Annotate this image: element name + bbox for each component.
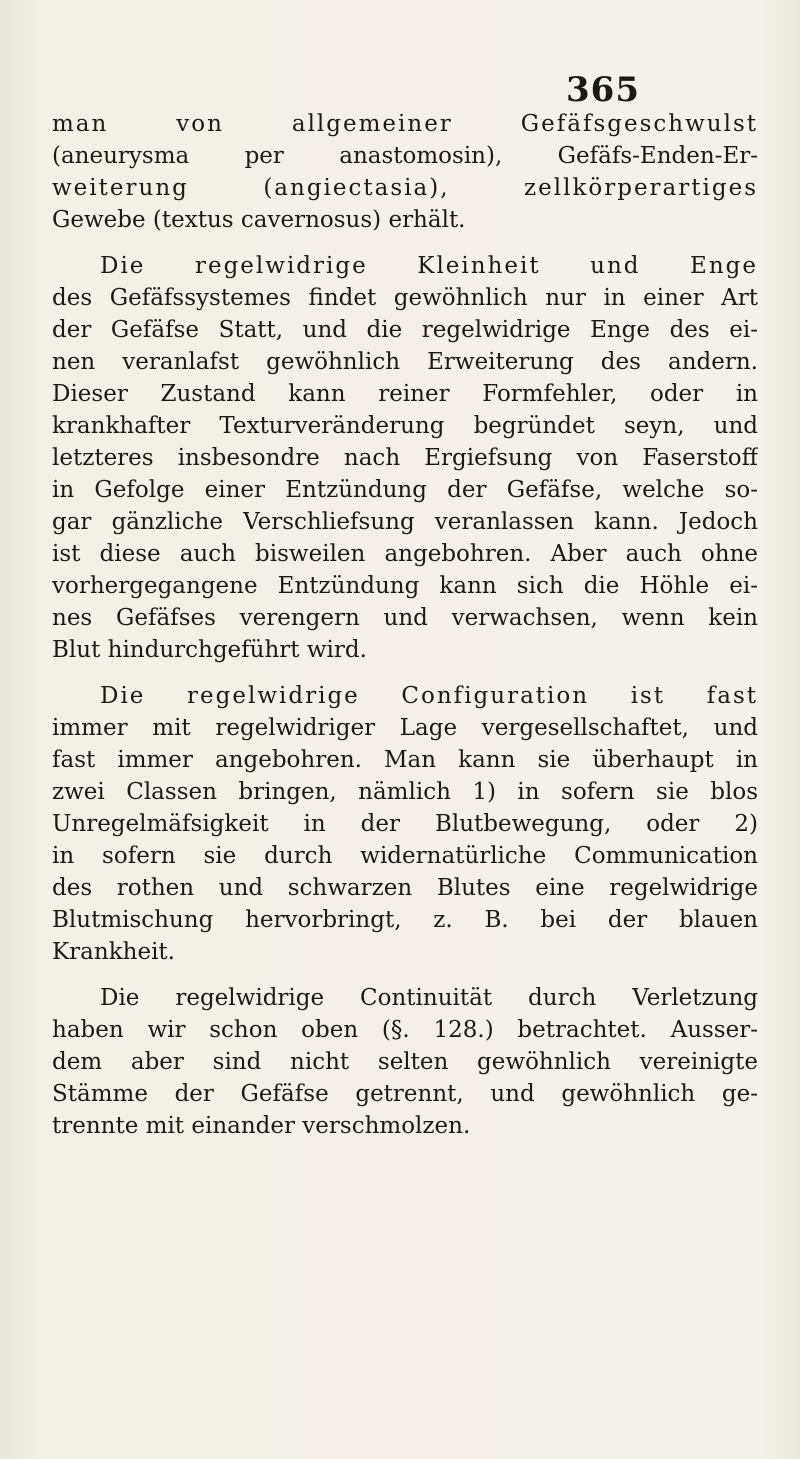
- text-line: nen veranlafst gewöhnlich Erweiterung des andern.: [52, 349, 758, 375]
- text-line: trennte mit einander verschmolzen.: [52, 1113, 471, 1139]
- text-line: in sofern sie durch widernatürliche Communication: [52, 843, 758, 869]
- text-line: krankhafter Texturveränderung begründet seyn, und: [52, 413, 758, 439]
- paragraph-3: [52, 680, 758, 968]
- text-body: [52, 108, 758, 1142]
- text-line: haben wir schon oben (§. 128.) betrachtet. Ausser-: [52, 1017, 758, 1043]
- text-line: des Gefäfssystemes findet gewöhnlich nur in einer Art: [52, 285, 758, 311]
- text-line: Unregelmäfsigkeit in der Blutbewegung, oder 2): [52, 811, 758, 837]
- paragraph-2: [52, 250, 758, 666]
- text-line: weiterung (angiectasia), zellkörperartiges: [52, 175, 758, 201]
- text-line: dem aber sind nicht selten gewöhnlich vereinigte: [52, 1049, 758, 1075]
- text-line: Krankheit.: [52, 939, 175, 965]
- paragraph-4: [52, 982, 758, 1142]
- text-line: vorhergegangene Entzündung kann sich die Höhle ei-: [52, 573, 758, 599]
- text-line: Blutmischung hervorbringt, z. B. bei der blauen: [52, 907, 758, 933]
- text-line: Gewebe (textus cavernosus) erhält.: [52, 207, 466, 233]
- text-line: (aneurysma per anastomosin), Gefäfs-Enden-Er-: [52, 143, 758, 169]
- text-line: fast immer angebohren. Man kann sie überhaupt in: [52, 747, 758, 773]
- text-line: immer mit regelwidriger Lage vergesellschaftet, und: [52, 715, 758, 741]
- text-line: Dieser Zustand kann reiner Formfehler, oder in: [52, 381, 758, 407]
- text-line: letzteres insbesondre nach Ergiefsung von Faserstoff: [52, 445, 758, 471]
- text-line: ist diese auch bisweilen angebohren. Aber auch ohne: [52, 541, 758, 567]
- text-line: Blut hindurchgeführt wird.: [52, 637, 367, 663]
- text-line: zwei Classen bringen, nämlich 1) in sofern sie blos: [52, 779, 758, 805]
- text-line: nes Gefäfses verengern und verwachsen, wenn kein: [52, 605, 758, 631]
- paragraph-1: [52, 108, 758, 236]
- text-line: in Gefolge einer Entzündung der Gefäfse, welche so-: [52, 477, 758, 503]
- text-line: Die regelwidrige Continuität durch Verletzung: [100, 985, 758, 1011]
- text-line: Die regelwidrige Configuration ist fast: [100, 683, 758, 709]
- text-line: der Gefäfse Statt, und die regelwidrige Enge des ei-: [52, 317, 758, 343]
- text-line: Stämme der Gefäfse getrennt, und gewöhnlich ge-: [52, 1081, 758, 1107]
- page-number: 365: [566, 70, 640, 110]
- text-line: des rothen und schwarzen Blutes eine regelwidrige: [52, 875, 758, 901]
- text-line: gar gänzliche Verschliefsung veranlassen kann. Jedoch: [52, 509, 758, 535]
- text-line: man von allgemeiner Gefäfsgeschwulst: [52, 111, 758, 137]
- text-line: Die regelwidrige Kleinheit und Enge: [100, 253, 758, 279]
